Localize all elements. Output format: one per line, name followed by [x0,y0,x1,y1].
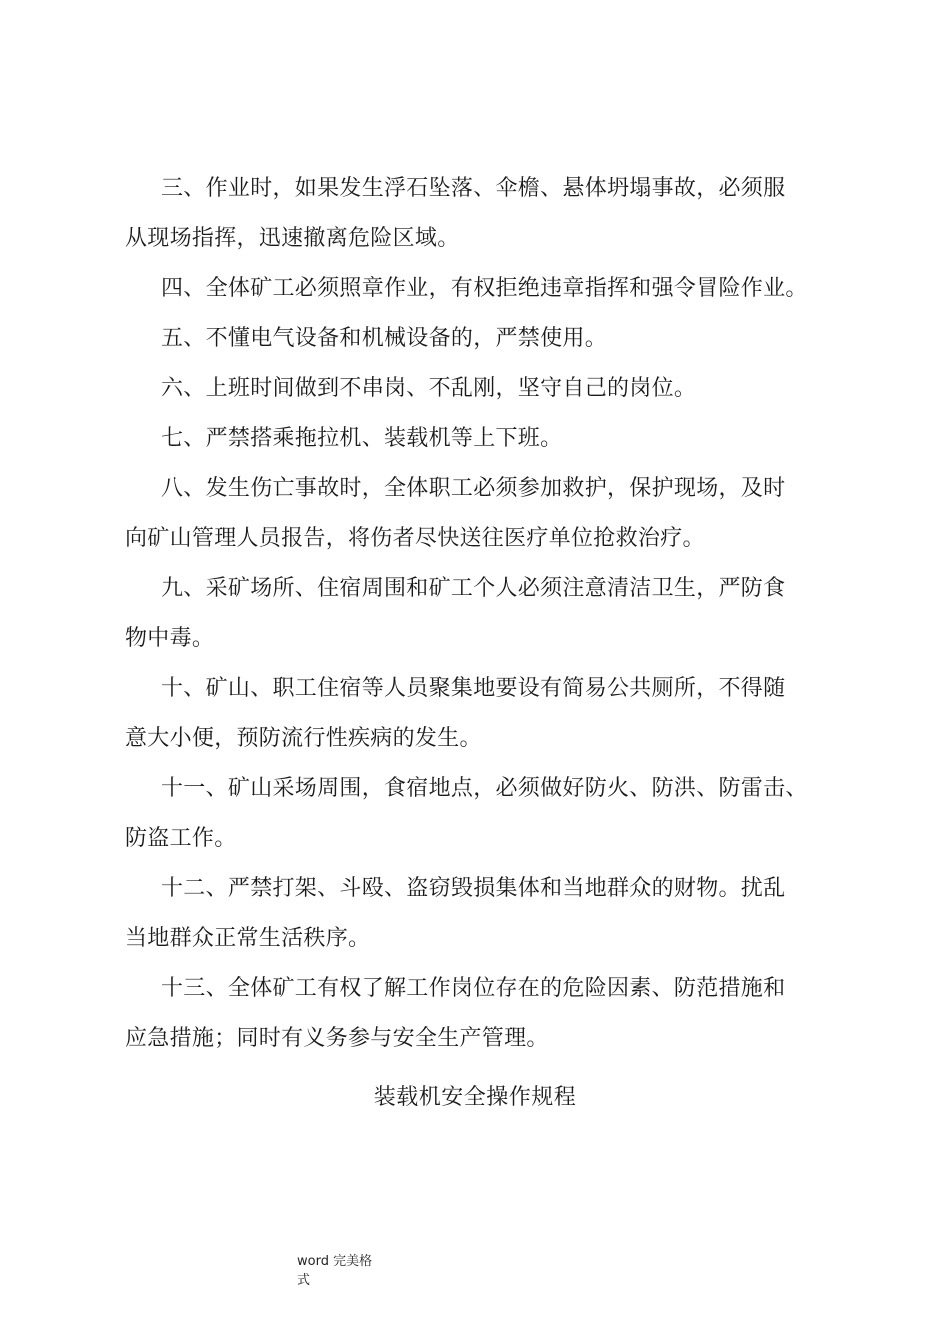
rule-11 [125,764,825,864]
section-heading: 装载机安全操作规程 [373,1085,577,1110]
rule-10-line-2: 意大小便，预防流行性疾病的发生。 [125,726,482,751]
rule-6 [125,364,825,414]
rule-12-line-1: 十二、严禁打架、斗殴、盗窃毁损集体和当地群众的财物。扰乱 [161,876,786,901]
rule-8-line-2: 向矿山管理人员报告，将伤者尽快送往医疗单位抢救治疗。 [125,526,705,551]
rule-4 [125,264,825,314]
rule-7 [125,414,825,464]
rule-3 [125,164,825,264]
rule-10-line-1: 十、矿山、职工住宿等人员聚集地要设有简易公共厕所，不得随 [161,676,786,701]
rule-13-line-1: 十三、全体矿工有权了解工作岗位存在的危险因素、防范措施和 [161,976,786,1001]
rule-3-line-1: 三、作业时，如果发生浮石坠落、伞檐、悬体坍塌事故，必须服 [161,176,786,201]
footer-line-1: word 完美格 [297,1254,373,1269]
rule-5 [125,314,825,364]
rule-11-line-2: 防盗工作。 [125,826,237,851]
rule-11-line-1: 十一、矿山采场周围，食宿地点，必须做好防火、防洪、防雷击、 [161,776,808,801]
rule-6-line-1: 六、上班时间做到不串岗、不乱刚，坚守自己的岗位。 [161,376,697,401]
rule-8-line-1: 八、发生伤亡事故时，全体职工必须参加救护，保护现场，及时 [161,476,786,501]
rule-12 [125,864,825,964]
rule-8 [125,464,825,564]
rule-13-line-2: 应急措施；同时有义务参与安全生产管理。 [125,1026,549,1051]
rule-5-line-1: 五、不懂电气设备和机械设备的，严禁使用。 [161,326,608,351]
rule-9-line-1: 九、采矿场所、住宿周围和矿工个人必须注意清洁卫生，严防食 [161,576,786,601]
rule-4-line-1: 四、全体矿工必须照章作业，有权拒绝违章指挥和强令冒险作业。 [161,276,808,301]
rule-3-line-2: 从现场指挥，迅速撤离危险区域。 [125,226,460,251]
page-footer [297,1252,417,1290]
rule-7-line-1: 七、严禁搭乘拖拉机、装载机等上下班。 [161,426,563,451]
footer-line-2: 式 [297,1273,311,1288]
rule-9-line-2: 物中毒。 [125,626,215,651]
rules-text [125,164,825,1064]
rule-9 [125,564,825,664]
rule-10 [125,664,825,764]
rule-12-line-2: 当地群众正常生活秩序。 [125,926,371,951]
rule-13 [125,964,825,1064]
